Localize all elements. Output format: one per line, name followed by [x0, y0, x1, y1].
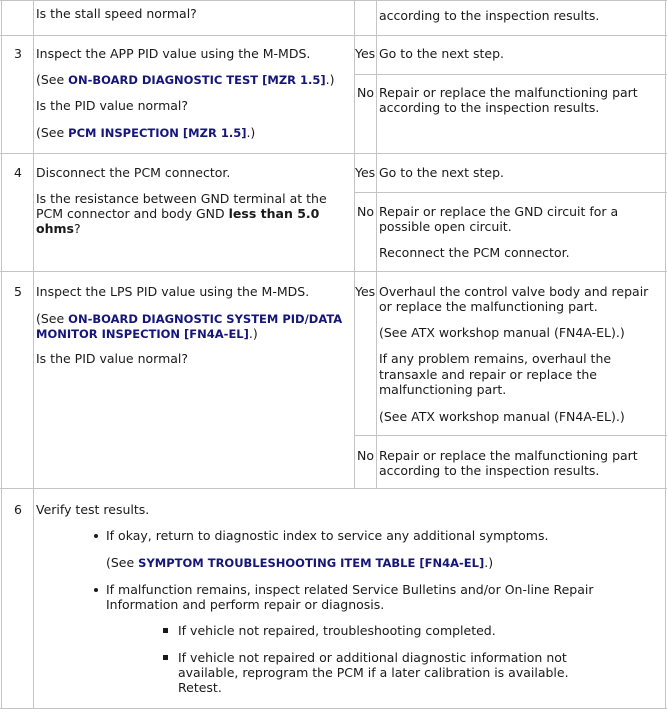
row4-no-action-l1: Repair or replace the GND circuit for a	[379, 204, 619, 219]
row2-question: Is the stall speed normal?	[36, 6, 197, 21]
row6-verify-text: Verify test results.	[36, 502, 150, 517]
row5-yes-label: Yes	[355, 284, 376, 299]
row5-see-ref-l1: (See ON-BOARD DIAGNOSTIC SYSTEM PID/DATA	[36, 311, 343, 326]
symptom-troubleshooting-link[interactable]: SYMPTOM TROUBLESHOOTING ITEM TABLE [FN4A-EL]	[138, 556, 485, 570]
row4-no-action-l2: possible open circuit.	[379, 219, 512, 234]
row5-no-action-l2: according to the inspection results.	[379, 463, 600, 478]
row4-no-action-2: Reconnect the PCM connector.	[379, 245, 570, 260]
row6-sub-bullet-2-l3: Retest.	[178, 680, 222, 695]
row3-see-ref-2: (See PCM INSPECTION [MZR 1.5].)	[36, 125, 256, 140]
pid-data-monitor-link-cont[interactable]: MONITOR INSPECTION [FN4A-EL]	[36, 327, 249, 341]
row6-bullet-2-l1: If malfunction remains, inspect related Service Bulletins and/or On-line Repair	[106, 582, 594, 597]
square-bullet-icon	[163, 628, 168, 633]
on-board-diagnostic-test-link[interactable]: ON-BOARD DIAGNOSTIC TEST [MZR 1.5]	[68, 73, 326, 87]
square-bullet-icon	[163, 655, 168, 660]
row3-question: Is the PID value normal?	[36, 98, 189, 113]
pid-data-monitor-link[interactable]: ON-BOARD DIAGNOSTIC SYSTEM PID/DATA	[68, 312, 343, 326]
row6-sub-bullet-2-l2: available, reprogram the PCM if a later calibration is available.	[178, 665, 569, 680]
row5-step-number: 5	[14, 284, 22, 299]
row5-yes-l2: or replace the malfunctioning part.	[379, 299, 598, 314]
row5-inspect-text: Inspect the LPS PID value using the M-MDS.	[36, 284, 310, 299]
row5-yes-see-1: (See ATX workshop manual (FN4A-EL).)	[379, 325, 625, 340]
row6-sub-bullet-2-l1: If vehicle not repaired or additional diagnostic information not	[178, 650, 567, 665]
bullet-icon	[94, 588, 98, 592]
row5-yes-l5: malfunctioning part.	[379, 382, 507, 397]
row3-step-number: 3	[14, 46, 22, 61]
row4-no-label: No	[357, 204, 374, 219]
row5-no-label: No	[357, 448, 374, 463]
row5-no-action-l1: Repair or replace the malfunctioning part	[379, 448, 638, 463]
row3-inspect-text: Inspect the APP PID value using the M-MDS.	[36, 46, 311, 61]
row4-question-l2: PCM connector and body GND less than 5.0	[36, 206, 320, 221]
row4-step-text: Disconnect the PCM connector.	[36, 165, 231, 180]
row5-question: Is the PID value normal?	[36, 351, 189, 366]
row6-bullet-1: If okay, return to diagnostic index to service any additional symptoms.	[106, 528, 549, 543]
row5-yes-see-2: (See ATX workshop manual (FN4A-EL).)	[379, 409, 625, 424]
row4-step-number: 4	[14, 165, 22, 180]
row4-yes-label: Yes	[355, 165, 376, 180]
row3-see-ref-1: (See ON-BOARD DIAGNOSTIC TEST [MZR 1.5].)	[36, 72, 335, 87]
row6-bullet-2-l2: Information and perform repair or diagnosis.	[106, 597, 385, 612]
row4-question-l1: Is the resistance between GND terminal at the	[36, 191, 327, 206]
pcm-inspection-link[interactable]: PCM INSPECTION [MZR 1.5]	[68, 126, 247, 140]
row3-yes-action: Go to the next step.	[379, 46, 504, 61]
row5-yes-l3: If any problem remains, overhaul the	[379, 351, 612, 366]
row3-no-action-l2: according to the inspection results.	[379, 100, 600, 115]
row6-bullet-1-see: (See SYMPTOM TROUBLESHOOTING ITEM TABLE [FN4A-EL].)	[106, 555, 494, 570]
row4-question-l3: ohms?	[36, 221, 81, 236]
row2-no-action: according to the inspection results.	[379, 8, 600, 23]
row3-yes-label: Yes	[355, 46, 376, 61]
bullet-icon	[94, 534, 98, 538]
row4-yes-action: Go to the next step.	[379, 165, 504, 180]
row6-step-number: 6	[14, 502, 22, 517]
row5-see-ref-l2: MONITOR INSPECTION [FN4A-EL].)	[36, 326, 258, 341]
row3-no-label: No	[357, 85, 374, 100]
row5-yes-l1: Overhaul the control valve body and repair	[379, 284, 649, 299]
row3-no-action-l1: Repair or replace the malfunctioning part	[379, 85, 638, 100]
row6-sub-bullet-1: If vehicle not repaired, troubleshooting completed.	[178, 623, 496, 638]
row5-yes-l4: transaxle and repair or replace the	[379, 367, 597, 382]
